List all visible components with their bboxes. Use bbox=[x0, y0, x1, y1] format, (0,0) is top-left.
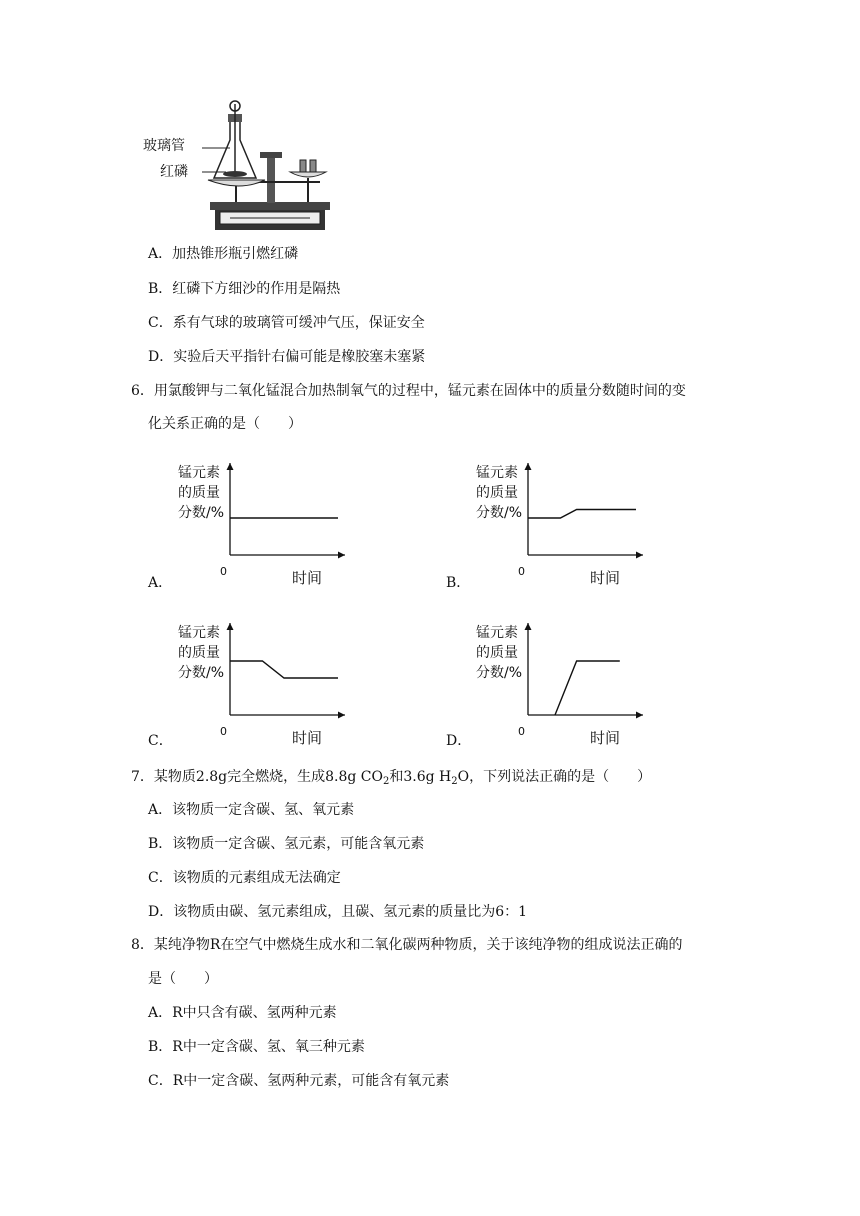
q7-sub-h2o: 2 bbox=[451, 776, 458, 787]
chart-d-svg bbox=[468, 615, 658, 750]
data-series-line bbox=[555, 661, 620, 715]
chart-b bbox=[468, 455, 658, 594]
x-axis-label: 时间 bbox=[590, 729, 621, 747]
q7-stem-mid: 和3.6g H bbox=[389, 769, 452, 785]
y-axis-label-line: 锰元素 bbox=[476, 625, 518, 641]
x-axis-label: 时间 bbox=[292, 729, 323, 747]
q7-option-c: C．该物质的元素组成无法确定 bbox=[148, 870, 341, 886]
q7-sub-co2: 2 bbox=[383, 776, 390, 787]
y-axis-label-line: 锰元素 bbox=[178, 465, 220, 481]
q5-option-d: D．实验后天平指针右偏可能是橡胶塞未塞紧 bbox=[148, 349, 426, 365]
chart-a bbox=[170, 455, 360, 594]
data-series-line bbox=[230, 661, 338, 678]
chart-c-option-label: C． bbox=[148, 733, 173, 749]
origin-label: 0 bbox=[220, 725, 227, 738]
q8-option-b: B．R中一定含碳、氢、氧三种元素 bbox=[148, 1039, 365, 1055]
y-axis-label-line: 分数/% bbox=[476, 665, 523, 681]
y-axis-label-line: 分数/% bbox=[178, 665, 225, 681]
y-axis-label-line: 的质量 bbox=[476, 485, 518, 501]
y-axis-arrow bbox=[525, 463, 532, 470]
origin-label: 0 bbox=[220, 565, 227, 578]
q5-option-a: A．加热锥形瓶引燃红磷 bbox=[148, 246, 299, 262]
q5-option-b: B．红磷下方细沙的作用是隔热 bbox=[148, 281, 341, 297]
chart-d-option-label: D． bbox=[446, 733, 472, 749]
y-axis-label-line: 锰元素 bbox=[476, 465, 518, 481]
chart-b-option-label: B． bbox=[446, 575, 471, 591]
chart-a-option-label: A． bbox=[148, 575, 173, 591]
origin-label: 0 bbox=[518, 725, 525, 738]
x-axis-arrow bbox=[636, 712, 643, 719]
y-axis-label-line: 分数/% bbox=[476, 505, 523, 521]
q5-option-c: C．系有气球的玻璃管可缓冲气压，保证安全 bbox=[148, 315, 425, 331]
q8-stem-line2: 是（ ） bbox=[148, 971, 218, 987]
y-axis-label-line: 锰元素 bbox=[178, 625, 220, 641]
y-axis-arrow bbox=[227, 463, 234, 470]
x-axis-label: 时间 bbox=[590, 569, 621, 587]
chart-c-svg bbox=[170, 615, 360, 750]
chart-a-svg bbox=[170, 455, 360, 590]
q8-stem-line1: 8．某纯净物R在空气中燃烧生成水和二氧化碳两种物质，关于该纯净物的组成说法正确的 bbox=[131, 937, 683, 953]
x-axis-arrow bbox=[636, 552, 643, 559]
q8-option-c: C．R中一定含碳、氢两种元素，可能含有氧元素 bbox=[148, 1073, 450, 1089]
x-axis-label: 时间 bbox=[292, 569, 323, 587]
label-red-phosphorus: 红磷 bbox=[160, 164, 188, 180]
label-glass-tube: 玻璃管 bbox=[143, 138, 185, 154]
q6-stem-line1: 6．用氯酸钾与二氧化锰混合加热制氧气的过程中，锰元素在固体中的质量分数随时间的变 bbox=[131, 383, 686, 399]
y-axis-label-line: 的质量 bbox=[178, 645, 220, 661]
chart-b-svg bbox=[468, 455, 658, 590]
q7-option-d: D．该物质由碳、氢元素组成，且碳、氢元素的质量比为6：1 bbox=[148, 904, 528, 920]
y-axis-arrow bbox=[525, 623, 532, 630]
origin-label: 0 bbox=[518, 565, 525, 578]
data-series-line bbox=[528, 510, 636, 519]
q7-option-b: B．该物质一定含碳、氢元素，可能含氧元素 bbox=[148, 836, 425, 852]
x-axis-arrow bbox=[338, 552, 345, 559]
y-axis-label-line: 的质量 bbox=[178, 485, 220, 501]
q7-stem bbox=[131, 767, 651, 792]
q6-stem-line2: 化关系正确的是（ ） bbox=[148, 416, 302, 432]
y-axis-label-line: 的质量 bbox=[476, 645, 518, 661]
chart-d bbox=[468, 615, 658, 754]
y-axis-label-line: 分数/% bbox=[178, 505, 225, 521]
q7-stem-post: O，下列说法正确的是（ ） bbox=[457, 769, 652, 785]
x-axis-arrow bbox=[338, 712, 345, 719]
y-axis-arrow bbox=[227, 623, 234, 630]
q7-stem-pre: 7．某物质2.8g完全燃烧，生成8.8g CO bbox=[131, 769, 383, 785]
q7-option-a: A．该物质一定含碳、氢、氧元素 bbox=[148, 802, 355, 818]
q8-option-a: A．R中只含有碳、氢两种元素 bbox=[148, 1005, 337, 1021]
chart-c bbox=[170, 615, 360, 754]
